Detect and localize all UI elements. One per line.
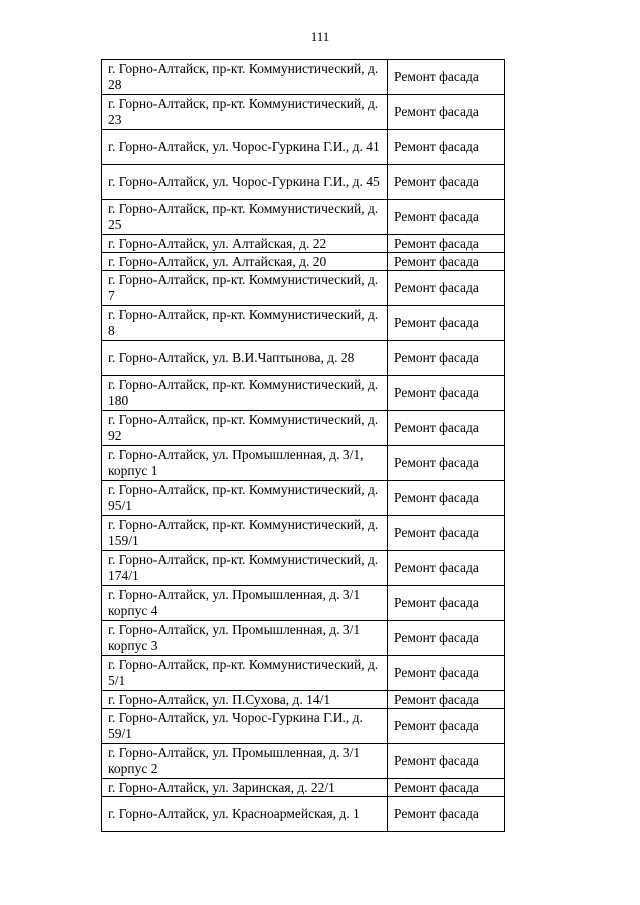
address-cell: г. Горно-Алтайск, ул. Чорос-Гуркина Г.И., д. 59/1 (102, 709, 388, 744)
address-cell: г. Горно-Алтайск, ул. Заринская, д. 22/1 (102, 779, 388, 797)
table-row (102, 253, 505, 271)
table-row (102, 797, 505, 832)
table-row (102, 779, 505, 797)
work-type-cell: Ремонт фасада (388, 709, 505, 744)
table-row (102, 95, 505, 130)
table-row (102, 621, 505, 656)
address-cell: г. Горно-Алтайск, ул. Алтайская, д. 20 (102, 253, 388, 271)
table-row (102, 516, 505, 551)
address-cell: г. Горно-Алтайск, пр-кт. Коммунистический, д. 5/1 (102, 656, 388, 691)
work-type-cell: Ремонт фасада (388, 306, 505, 341)
address-cell: г. Горно-Алтайск, пр-кт. Коммунистический, д. 92 (102, 411, 388, 446)
address-cell: г. Горно-Алтайск, пр-кт. Коммунистический, д. 7 (102, 271, 388, 306)
table-row (102, 235, 505, 253)
table-row (102, 411, 505, 446)
address-cell: г. Горно-Алтайск, ул. П.Сухова, д. 14/1 (102, 691, 388, 709)
work-type-cell: Ремонт фасада (388, 744, 505, 779)
address-cell: г. Горно-Алтайск, ул. Промышленная, д. 3/1 корпус 3 (102, 621, 388, 656)
work-type-cell: Ремонт фасада (388, 621, 505, 656)
table-row (102, 656, 505, 691)
table-row (102, 271, 505, 306)
page-number: 111 (310, 29, 330, 44)
address-cell: г. Горно-Алтайск, пр-кт. Коммунистический, д. 159/1 (102, 516, 388, 551)
address-cell: г. Горно-Алтайск, пр-кт. Коммунистический, д. 8 (102, 306, 388, 341)
table-row (102, 200, 505, 235)
address-cell: г. Горно-Алтайск, ул. Чорос-Гуркина Г.И., д. 45 (102, 165, 388, 200)
work-type-cell: Ремонт фасада (388, 797, 505, 832)
work-type-cell: Ремонт фасада (388, 516, 505, 551)
address-cell: г. Горно-Алтайск, пр-кт. Коммунистический, д. 25 (102, 200, 388, 235)
address-cell: г. Горно-Алтайск, ул. Промышленная, д. 3/1 корпус 2 (102, 744, 388, 779)
table-row (102, 446, 505, 481)
work-type-cell: Ремонт фасада (388, 551, 505, 586)
work-type-cell: Ремонт фасада (388, 235, 505, 253)
work-type-cell: Ремонт фасада (388, 95, 505, 130)
work-type-cell: Ремонт фасада (388, 200, 505, 235)
address-cell: г. Горно-Алтайск, пр-кт. Коммунистический, д. 28 (102, 60, 388, 95)
repair-works-table (101, 59, 505, 832)
table-row (102, 165, 505, 200)
address-cell: г. Горно-Алтайск, ул. Промышленная, д. 3/1 корпус 4 (102, 586, 388, 621)
address-cell: г. Горно-Алтайск, ул. В.И.Чаптынова, д. 28 (102, 341, 388, 376)
table-row (102, 341, 505, 376)
table-row (102, 306, 505, 341)
address-cell: г. Горно-Алтайск, ул. Красноармейская, д. 1 (102, 797, 388, 832)
address-cell: г. Горно-Алтайск, ул. Промышленная, д. 3/1, корпус 1 (102, 446, 388, 481)
address-cell: г. Горно-Алтайск, пр-кт. Коммунистический, д. 23 (102, 95, 388, 130)
work-type-cell: Ремонт фасада (388, 586, 505, 621)
work-type-cell: Ремонт фасада (388, 691, 505, 709)
address-cell: г. Горно-Алтайск, пр-кт. Коммунистический, д. 174/1 (102, 551, 388, 586)
table-row (102, 130, 505, 165)
work-type-cell: Ремонт фасада (388, 779, 505, 797)
table-row (102, 60, 505, 95)
work-type-cell: Ремонт фасада (388, 60, 505, 95)
work-type-cell: Ремонт фасада (388, 656, 505, 691)
work-type-cell: Ремонт фасада (388, 271, 505, 306)
address-cell: г. Горно-Алтайск, ул. Алтайская, д. 22 (102, 235, 388, 253)
work-type-cell: Ремонт фасада (388, 481, 505, 516)
table-row (102, 376, 505, 411)
table-row (102, 709, 505, 744)
address-cell: г. Горно-Алтайск, пр-кт. Коммунистический, д. 95/1 (102, 481, 388, 516)
work-type-cell: Ремонт фасада (388, 130, 505, 165)
table-row (102, 481, 505, 516)
table-body (102, 60, 505, 832)
work-type-cell: Ремонт фасада (388, 341, 505, 376)
address-cell: г. Горно-Алтайск, ул. Чорос-Гуркина Г.И., д. 41 (102, 130, 388, 165)
table-row (102, 551, 505, 586)
table-row (102, 586, 505, 621)
work-type-cell: Ремонт фасада (388, 253, 505, 271)
work-type-cell: Ремонт фасада (388, 165, 505, 200)
work-type-cell: Ремонт фасада (388, 411, 505, 446)
table-row (102, 744, 505, 779)
work-type-cell: Ремонт фасада (388, 376, 505, 411)
work-type-cell: Ремонт фасада (388, 446, 505, 481)
table-row (102, 691, 505, 709)
address-cell: г. Горно-Алтайск, пр-кт. Коммунистический, д. 180 (102, 376, 388, 411)
